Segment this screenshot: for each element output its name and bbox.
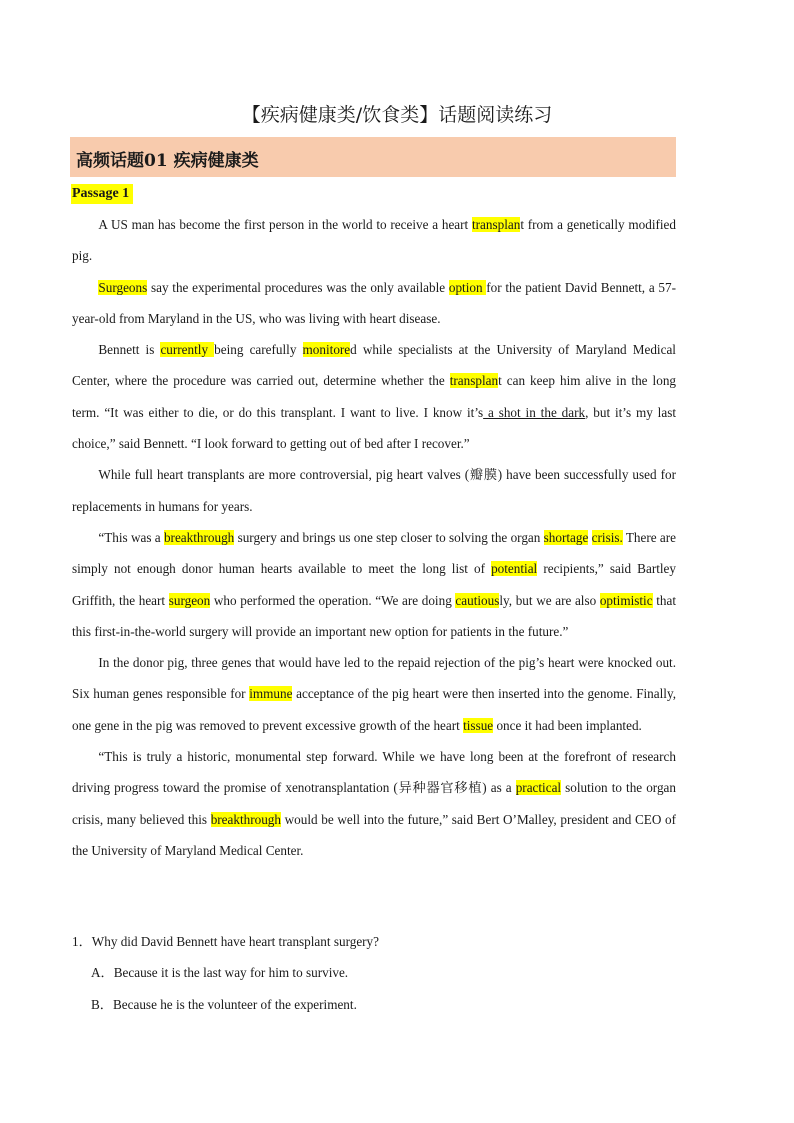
passage-paragraph [72, 334, 676, 459]
section-title: 高频话题01 疾病健康类 [76, 151, 259, 171]
paragraph-text: d while specialists at the University of Maryland Medical Center, where the procedure was carried out, determine whether the [72, 342, 676, 389]
passage-paragraph [72, 741, 676, 866]
highlighted-word: shortage [543, 529, 589, 545]
highlighted-word: Surgeons [98, 279, 148, 295]
paragraph-text: who performed the operation. “We are doing [210, 592, 456, 608]
highlighted-word: crisis. [591, 529, 623, 545]
paragraph-text: would be well into the future,” said Bert O’Malley, president and CEO of the University of Maryland Medical Center. [72, 811, 677, 858]
document-title: 【疾病健康类/饮食类】话题阅读练习 [241, 104, 553, 126]
paragraph-text: solution to the organ crisis, many believed this [72, 780, 676, 827]
paragraph-text: being carefully [214, 342, 303, 358]
highlighted-word: cautious [455, 592, 500, 608]
paragraph-text: recipients,” said Bartley Griffith, the heart [72, 561, 676, 608]
paragraph-text: say the experimental procedures was the only available [147, 279, 449, 295]
highlighted-word: breakthrough [210, 811, 281, 827]
passage-paragraph [72, 272, 676, 335]
paragraph-text: In the donor pig, three genes that would have led to the repaid rejection of the pig’s heart were knocked out. Six human genes responsible for [72, 655, 676, 702]
passage-paragraph [72, 522, 676, 647]
paragraph-text: “This is truly a historic, monumental step forward. While we have long been at the forefront of research driving progress toward the promise of xenotransplantation (异种器官移植) as a [72, 749, 676, 796]
passage-label: Passage 1 [71, 184, 133, 204]
paragraph-text: t can keep him alive in the long term. “It was either to die, or do this transplant. I want to live. I know it’s [72, 373, 677, 420]
paragraph-text: surgery and brings us one step closer to solving the organ [234, 529, 544, 545]
highlighted-word: option [448, 279, 487, 295]
highlighted-word: potential [491, 561, 538, 577]
underlined-phrase: a shot in the dark [483, 404, 586, 420]
highlighted-word: transplan [449, 373, 499, 389]
paragraph-text: A US man has become the first person in the world to receive a heart [98, 217, 472, 232]
paragraph-text: that this first-in-the-world surgery will provide an important new option for patients in the future.” [72, 592, 676, 639]
highlighted-word: monitore [302, 342, 351, 358]
passage-paragraph [72, 459, 676, 522]
highlighted-word: optimistic [599, 592, 653, 608]
paragraph-text: There are simply not enough donor human hearts available to meet the long list of [72, 529, 677, 577]
passage-paragraph [72, 647, 676, 741]
highlighted-word: currently [160, 342, 215, 358]
passage-body [72, 209, 676, 866]
option-b: B．Because he is the volunteer of the experiment. [91, 997, 357, 1012]
section-header [70, 137, 676, 177]
highlighted-word: breakthrough [163, 529, 235, 545]
paragraph-text: t from a genetically modified pig. [72, 217, 676, 264]
paragraph-text: , but it’s my last choice,” said Bennett. “I look forward to getting out of bed after I recover.” [72, 404, 676, 452]
highlighted-word: surgeon [168, 592, 211, 608]
paragraph-text: ly, but we are also [499, 592, 600, 608]
paragraph-text: for the patient David Bennett, a 57-year-old from Maryland in the US, who was living with heart disease. [72, 279, 676, 326]
highlighted-word: immune [249, 686, 293, 702]
paragraph-text: acceptance of the pig heart were then inserted into the genome. Finally, one gene in the pig was removed to prevent excessive growth of the heart [72, 686, 676, 733]
paragraph-text: Bennett is [98, 342, 161, 358]
option-a: A．Because it is the last way for him to survive. [91, 965, 349, 980]
paragraph-text: While full heart transplants are more controversial, pig heart valves (瓣膜) have been successfully used for replacements in humans for years. [72, 467, 676, 514]
paragraph-text: once it had been implanted. [493, 717, 642, 733]
highlighted-word: practical [515, 780, 562, 796]
highlighted-word: tissue [463, 717, 494, 733]
passage-paragraph [72, 209, 676, 272]
paragraph-text: “This was a [98, 529, 164, 545]
question-1: 1．Why did David Bennett have heart transplant surgery? [72, 934, 380, 949]
highlighted-word: transplan [471, 217, 521, 232]
